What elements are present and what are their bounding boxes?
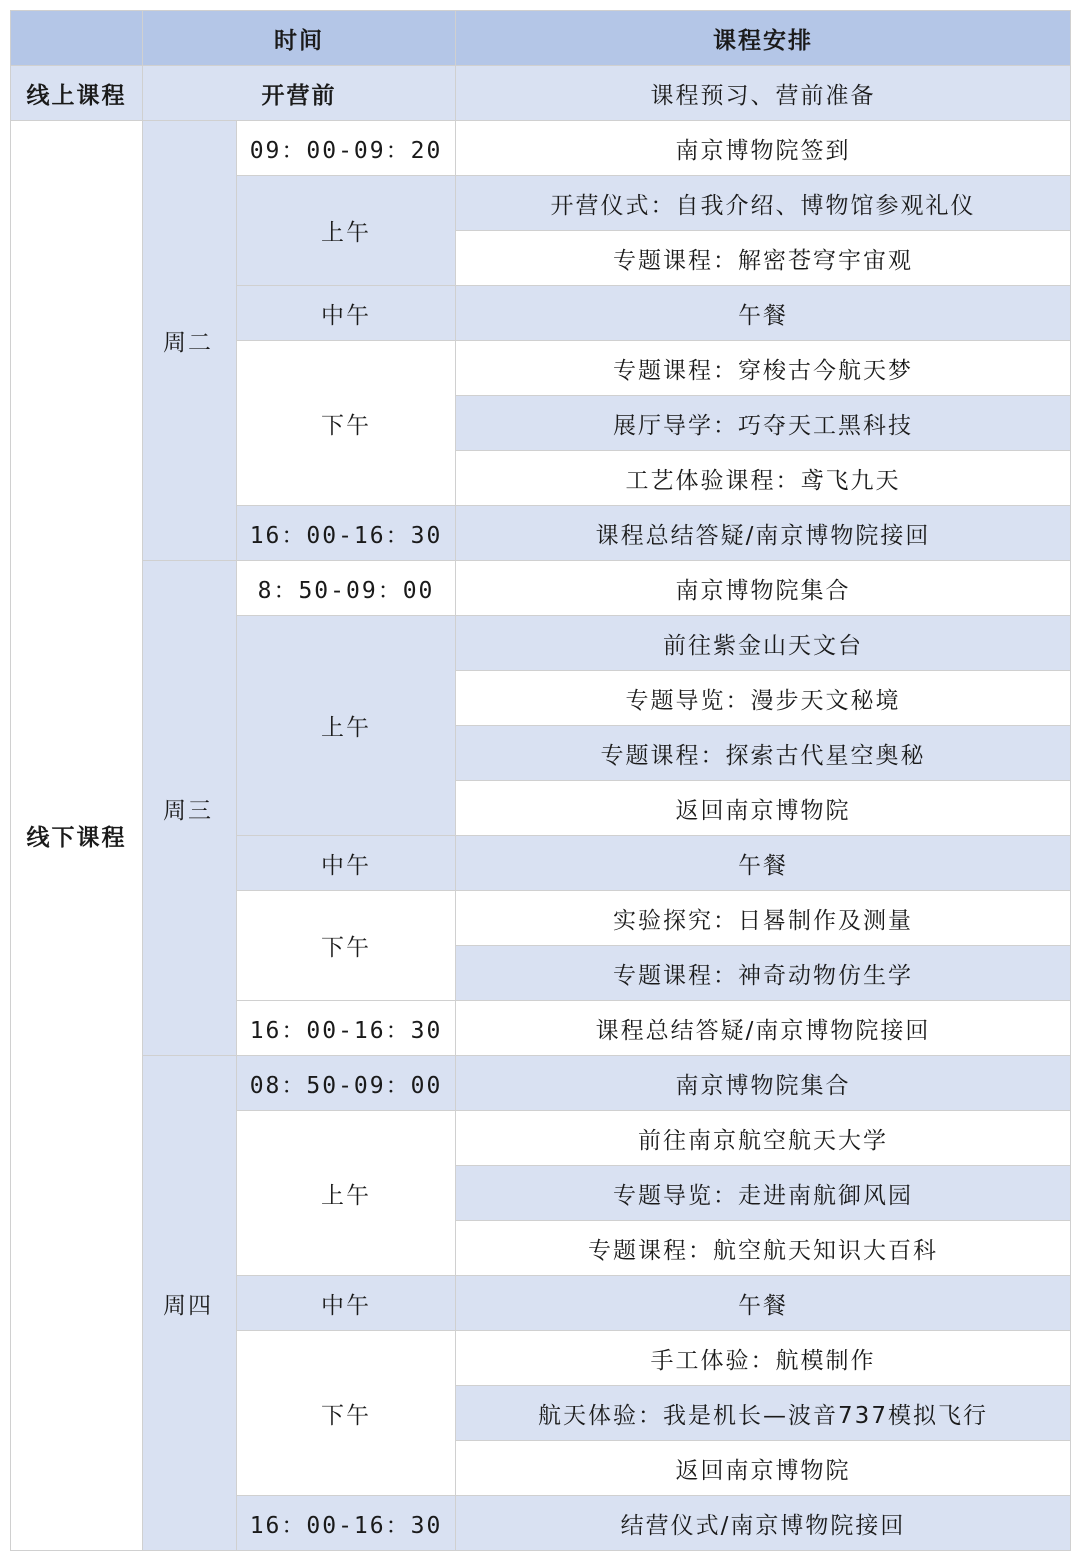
activity-cell: 南京博物院签到 xyxy=(456,121,1071,176)
activity-cell: 专题课程：航空航天知识大百科 xyxy=(456,1221,1071,1276)
slot-time: 08：50-09：00 xyxy=(237,1056,456,1111)
activity-cell: 午餐 xyxy=(456,836,1071,891)
slot-time: 中午 xyxy=(237,286,456,341)
table-row xyxy=(11,561,1071,616)
activity-cell: 返回南京博物院 xyxy=(456,781,1071,836)
activity-cell: 前往紫金山天文台 xyxy=(456,616,1071,671)
slot-time: 下午 xyxy=(237,1331,456,1496)
activity-cell: 午餐 xyxy=(456,1276,1071,1331)
activity-cell: 专题课程：神奇动物仿生学 xyxy=(456,946,1071,1001)
header-blank-cell xyxy=(11,11,143,66)
slot-time: 下午 xyxy=(237,891,456,1001)
activity-cell: 工艺体验课程：鸢飞九天 xyxy=(456,451,1071,506)
slot-time: 16：00-16：30 xyxy=(237,506,456,561)
activity-cell: 专题导览：漫步天文秘境 xyxy=(456,671,1071,726)
slot-time: 上午 xyxy=(237,1111,456,1276)
activity-cell: 展厅导学：巧夺天工黑科技 xyxy=(456,396,1071,451)
day-label: 周二 xyxy=(143,121,237,561)
activity-cell: 专题课程：探索古代星空奥秘 xyxy=(456,726,1071,781)
header-row xyxy=(11,11,1071,66)
activity-cell: 开营仪式：自我介绍、博物馆参观礼仪 xyxy=(456,176,1071,231)
online-time: 开营前 xyxy=(143,66,456,121)
header-time: 时间 xyxy=(143,11,456,66)
activity-cell: 午餐 xyxy=(456,286,1071,341)
activity-cell: 前往南京航空航天大学 xyxy=(456,1111,1071,1166)
slot-time: 上午 xyxy=(237,616,456,836)
slot-time: 16：00-16：30 xyxy=(237,1001,456,1056)
schedule-table xyxy=(10,10,1071,1551)
activity-cell: 返回南京博物院 xyxy=(456,1441,1071,1496)
activity-cell: 课程总结答疑/南京博物院接回 xyxy=(456,1001,1071,1056)
slot-time: 下午 xyxy=(237,341,456,506)
activity-cell: 课程总结答疑/南京博物院接回 xyxy=(456,506,1071,561)
activity-cell: 南京博物院集合 xyxy=(456,561,1071,616)
slot-time: 中午 xyxy=(237,1276,456,1331)
online-row xyxy=(11,66,1071,121)
table-row xyxy=(11,1056,1071,1111)
activity-cell: 专题课程：穿梭古今航天梦 xyxy=(456,341,1071,396)
day-label: 周四 xyxy=(143,1056,237,1551)
activity-cell: 手工体验：航模制作 xyxy=(456,1331,1071,1386)
slot-time: 8：50-09：00 xyxy=(237,561,456,616)
offline-category: 线下课程 xyxy=(11,121,143,1551)
slot-time: 中午 xyxy=(237,836,456,891)
day-label: 周三 xyxy=(143,561,237,1056)
activity-cell: 结营仪式/南京博物院接回 xyxy=(456,1496,1071,1551)
activity-cell: 专题导览：走进南航御风园 xyxy=(456,1166,1071,1221)
online-category: 线上课程 xyxy=(11,66,143,121)
slot-time: 上午 xyxy=(237,176,456,286)
activity-cell: 专题课程：解密苍穹宇宙观 xyxy=(456,231,1071,286)
slot-time: 16：00-16：30 xyxy=(237,1496,456,1551)
activity-cell: 实验探究：日晷制作及测量 xyxy=(456,891,1071,946)
table-row xyxy=(11,121,1071,176)
slot-time: 09：00-09：20 xyxy=(237,121,456,176)
header-schedule: 课程安排 xyxy=(456,11,1071,66)
online-activity: 课程预习、营前准备 xyxy=(456,66,1071,121)
activity-cell: 南京博物院集合 xyxy=(456,1056,1071,1111)
activity-cell: 航天体验：我是机长—波音737模拟飞行 xyxy=(456,1386,1071,1441)
